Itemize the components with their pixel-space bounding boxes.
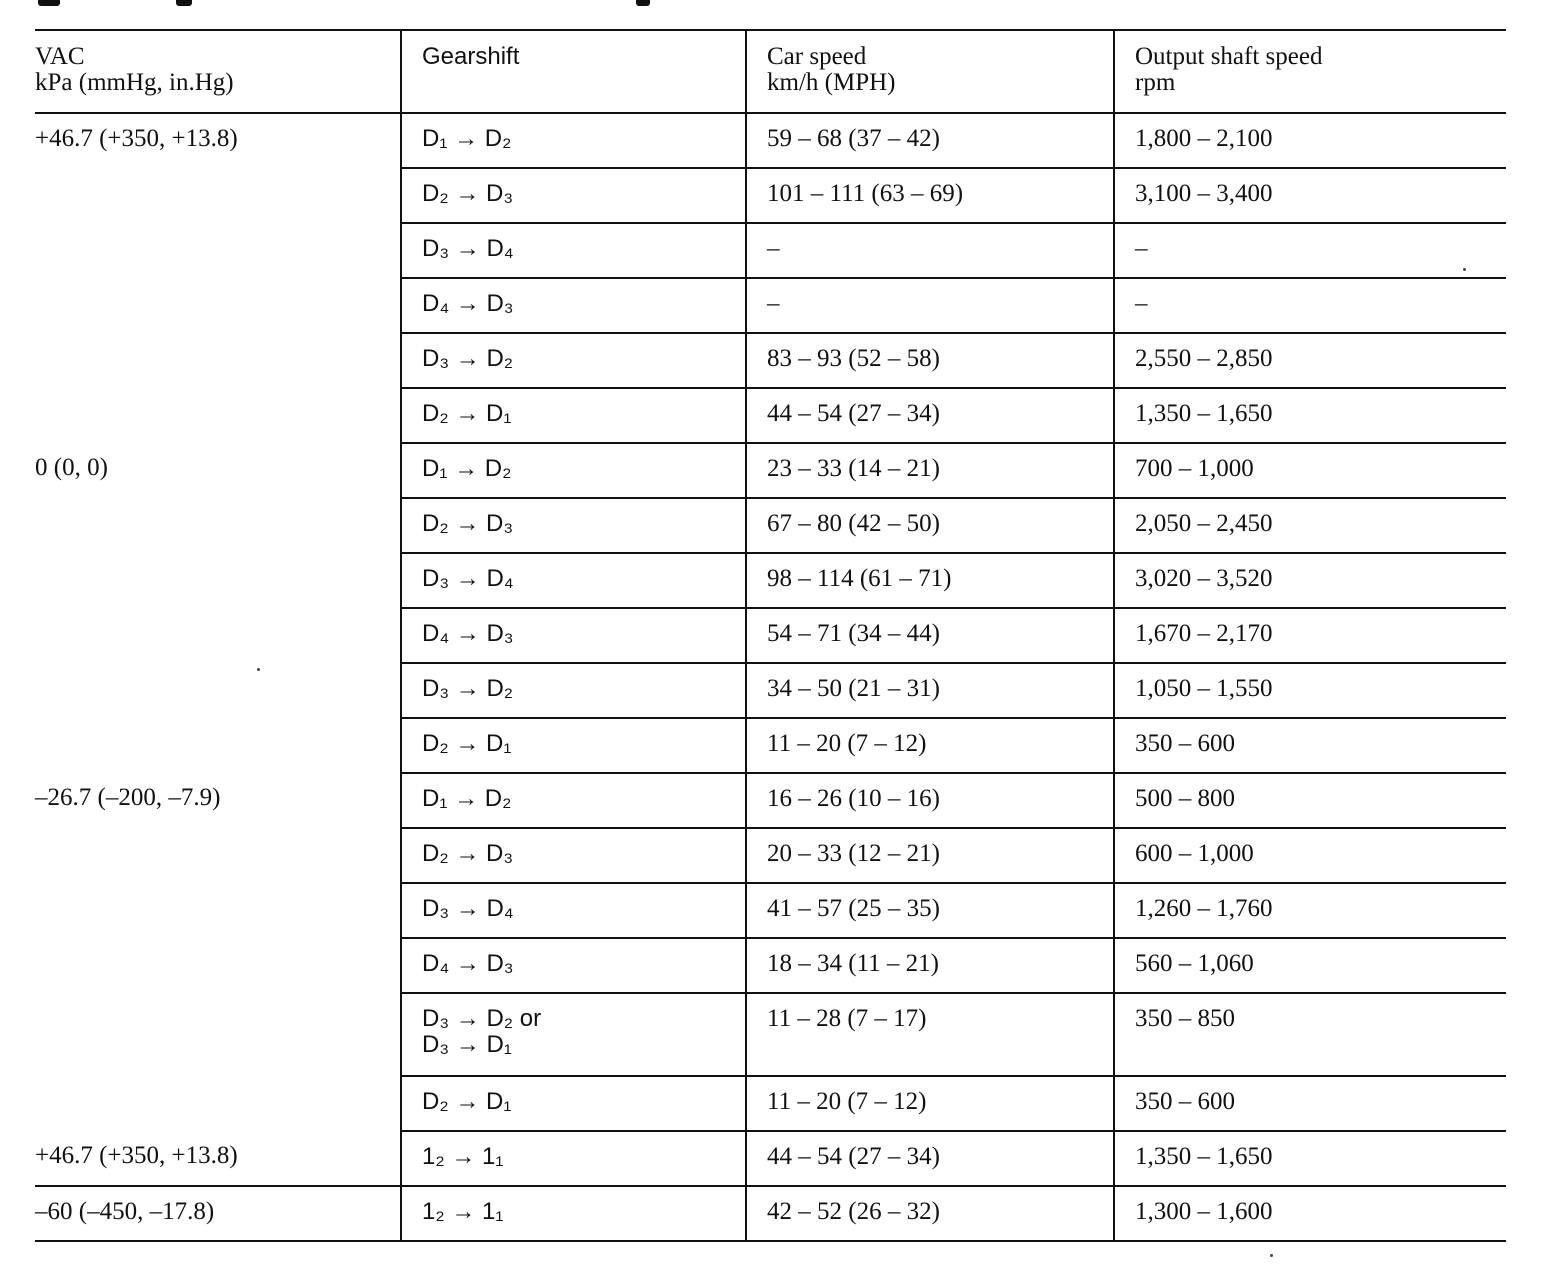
gearshift-cell: D₃ → D₄ [401, 883, 746, 938]
table-row [35, 1131, 1506, 1186]
gearshift-cell: D₄ → D₃ [401, 938, 746, 993]
shaft-speed-cell: 3,100 – 3,400 [1114, 168, 1506, 223]
shaft-speed-cell: 350 – 850 [1114, 993, 1506, 1076]
car-speed-cell: – [746, 278, 1114, 333]
vac-value: –60 (–450, –17.8) [35, 1186, 401, 1241]
shift-speed-table [35, 29, 1506, 1242]
car-speed-cell: 18 – 34 (11 – 21) [746, 938, 1114, 993]
gearshift-cell: 1₂ → 1₁ [401, 1186, 746, 1241]
gearshift-cell: D₂ → D₁ [401, 1076, 746, 1131]
car-speed-cell: 98 – 114 (61 – 71) [746, 553, 1114, 608]
gearshift-cell: D₃ → D₂ [401, 333, 746, 388]
shaft-speed-cell: 700 – 1,000 [1114, 443, 1506, 498]
table-row [35, 773, 1506, 828]
shaft-speed-cell: 3,020 – 3,520 [1114, 553, 1506, 608]
car-speed-cell: 59 – 68 (37 – 42) [746, 113, 1114, 168]
shaft-speed-cell: 1,670 – 2,170 [1114, 608, 1506, 663]
table-row [35, 443, 1506, 498]
scan-speck [1463, 268, 1466, 271]
gearshift-cell: D₃ → D₄ [401, 223, 746, 278]
gearshift-cell: D₁ → D₂ [401, 773, 746, 828]
gearshift-cell: D₃ → D₂ [401, 663, 746, 718]
gearshift-cell: D₁ → D₂ [401, 443, 746, 498]
header-car-speed: Car speed km/h (MPH) [746, 30, 1114, 113]
car-speed-cell: – [746, 223, 1114, 278]
shaft-speed-cell: – [1114, 223, 1506, 278]
shaft-speed-cell: 500 – 800 [1114, 773, 1506, 828]
shaft-speed-cell: 1,800 – 2,100 [1114, 113, 1506, 168]
gearshift-cell: D₂ → D₃ [401, 828, 746, 883]
shaft-speed-cell: 1,050 – 1,550 [1114, 663, 1506, 718]
gearshift-cell: D₃ → D₄ [401, 553, 746, 608]
gearshift-cell: D₃ → D₂ or D₃ → D₁ [401, 993, 746, 1076]
car-speed-cell: 16 – 26 (10 – 16) [746, 773, 1114, 828]
shaft-speed-cell: 1,300 – 1,600 [1114, 1186, 1506, 1241]
gearshift-cell: D₄ → D₃ [401, 608, 746, 663]
vac-value: 0 (0, 0) [35, 454, 108, 481]
header-vac: VAC kPa (mmHg, in.Hg) [35, 30, 401, 113]
table-row [35, 113, 1506, 168]
car-speed-cell: 44 – 54 (27 – 34) [746, 388, 1114, 443]
shaft-speed-cell: 2,050 – 2,450 [1114, 498, 1506, 553]
car-speed-cell: 11 – 28 (7 – 17) [746, 993, 1114, 1076]
car-speed-cell: 67 – 80 (42 – 50) [746, 498, 1114, 553]
shaft-speed-cell: 600 – 1,000 [1114, 828, 1506, 883]
car-speed-cell: 11 – 20 (7 – 12) [746, 1076, 1114, 1131]
car-speed-cell: 20 – 33 (12 – 21) [746, 828, 1114, 883]
car-speed-cell: 44 – 54 (27 – 34) [746, 1131, 1114, 1186]
table-row [35, 1186, 1506, 1241]
gearshift-cell: D₂ → D₃ [401, 498, 746, 553]
shaft-speed-cell: 1,350 – 1,650 [1114, 388, 1506, 443]
table-header-row [35, 30, 1506, 113]
gearshift-cell: D₄ → D₃ [401, 278, 746, 333]
gearshift-cell: D₂ → D₃ [401, 168, 746, 223]
car-speed-cell: 11 – 20 (7 – 12) [746, 718, 1114, 773]
car-speed-cell: 42 – 52 (26 – 32) [746, 1186, 1114, 1241]
car-speed-cell: 34 – 50 (21 – 31) [746, 663, 1114, 718]
car-speed-cell: 41 – 57 (25 – 35) [746, 883, 1114, 938]
shaft-speed-cell: 350 – 600 [1114, 1076, 1506, 1131]
scan-speck [1270, 1254, 1273, 1257]
shaft-speed-cell: – [1114, 278, 1506, 333]
shaft-speed-cell: 2,550 – 2,850 [1114, 333, 1506, 388]
shaft-speed-cell: 1,260 – 1,760 [1114, 883, 1506, 938]
shaft-speed-cell: 560 – 1,060 [1114, 938, 1506, 993]
car-speed-cell: 23 – 33 (14 – 21) [746, 443, 1114, 498]
car-speed-cell: 54 – 71 (34 – 44) [746, 608, 1114, 663]
car-speed-cell: 101 – 111 (63 – 69) [746, 168, 1114, 223]
shaft-speed-cell: 350 – 600 [1114, 718, 1506, 773]
cropped-text-above-table [36, 0, 716, 10]
gearshift-cell: D₂ → D₁ [401, 388, 746, 443]
vac-value: –26.7 (–200, –7.9) [35, 784, 221, 811]
scan-speck [257, 668, 260, 671]
gearshift-cell: 1₂ → 1₁ [401, 1131, 746, 1186]
gearshift-cell: D₁ → D₂ [401, 113, 746, 168]
vac-value: +46.7 (+350, +13.8) [35, 1131, 401, 1186]
header-gearshift: Gearshift [401, 30, 746, 113]
vac-value: +46.7 (+350, +13.8) [35, 125, 238, 152]
header-output-shaft-speed: Output shaft speed rpm [1114, 30, 1506, 113]
car-speed-cell: 83 – 93 (52 – 58) [746, 333, 1114, 388]
gearshift-cell: D₂ → D₁ [401, 718, 746, 773]
shaft-speed-cell: 1,350 – 1,650 [1114, 1131, 1506, 1186]
